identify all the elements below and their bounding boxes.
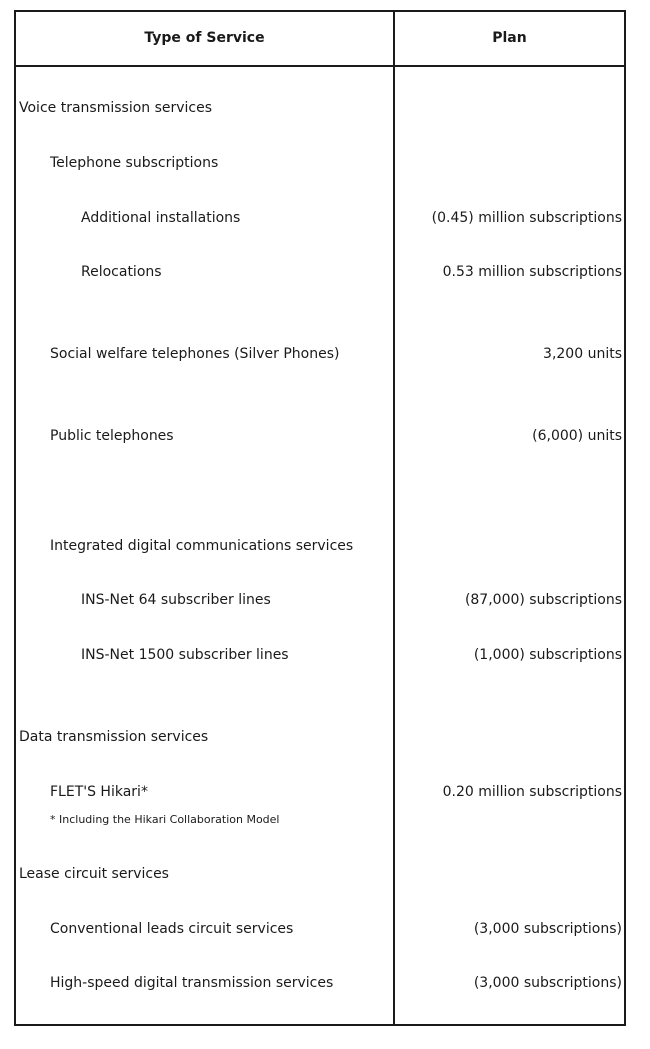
column-header-type-of-service: Type of Service — [144, 29, 265, 46]
row-value: (1,000) subscriptions — [473, 647, 622, 663]
row-label: Telephone subscriptions — [50, 155, 219, 171]
table-row — [16, 152, 624, 174]
row-label: High-speed digital transmission services — [50, 975, 334, 991]
row-label: Voice transmission services — [19, 100, 213, 116]
table-row — [16, 972, 624, 994]
table-row — [16, 644, 624, 666]
row-value: (87,000) subscriptions — [464, 592, 622, 608]
row-label: Public telephones — [50, 428, 174, 444]
row-label: Social welfare telephones (Silver Phones) — [50, 346, 340, 362]
table-row — [16, 425, 624, 447]
row-value: (6,000) units — [532, 428, 622, 444]
table-row — [16, 261, 624, 283]
table-row — [16, 589, 624, 611]
header-divider — [14, 65, 626, 67]
table-row — [16, 207, 624, 229]
table-row — [16, 726, 624, 748]
table-row — [16, 918, 624, 940]
row-label: INS-Net 64 subscriber lines — [81, 592, 271, 608]
table-row — [16, 781, 624, 803]
row-label: Conventional leads circuit services — [50, 921, 294, 937]
column-header-plan: Plan — [492, 29, 527, 46]
table-row — [16, 535, 624, 557]
table-row — [16, 863, 624, 885]
row-value: (3,000 subscriptions) — [473, 975, 622, 991]
row-value: 0.20 million subscriptions — [442, 784, 622, 800]
row-label: Integrated digital communications services — [50, 538, 354, 554]
table-row — [16, 97, 624, 119]
row-value: (0.45) million subscriptions — [431, 210, 622, 226]
table-row — [16, 343, 624, 365]
row-label: Additional installations — [81, 210, 241, 226]
row-value: 3,200 units — [543, 346, 622, 362]
row-label: Relocations — [81, 264, 162, 280]
row-label: Lease circuit services — [19, 866, 169, 882]
row-label: INS-Net 1500 subscriber lines — [81, 647, 289, 663]
footnote: * Including the Hikari Collaboration Model — [50, 813, 280, 826]
row-label: Data transmission services — [19, 729, 209, 745]
row-value: 0.53 million subscriptions — [442, 264, 622, 280]
row-value: (3,000 subscriptions) — [473, 921, 622, 937]
row-label: FLET'S Hikari* — [50, 784, 148, 800]
